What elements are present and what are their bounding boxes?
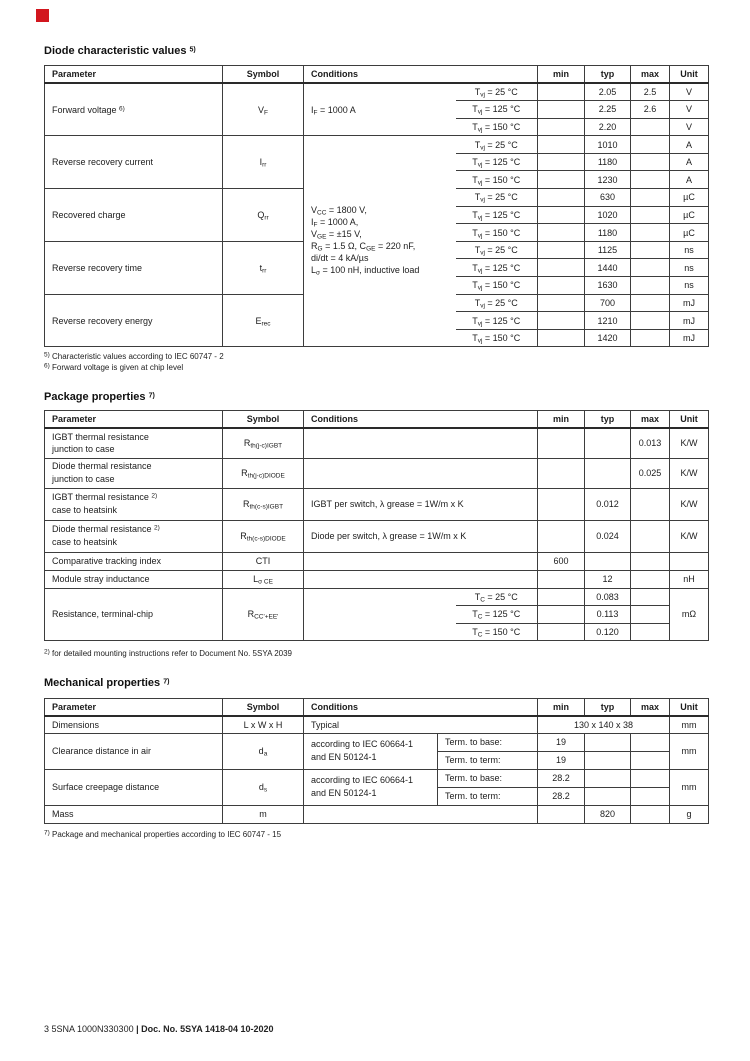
table-row	[45, 552, 709, 570]
table-header-row	[45, 66, 709, 84]
temp-cell: $T_{vj} = 125$ °C	[456, 312, 538, 330]
min-cell	[538, 224, 585, 242]
max-cell	[631, 206, 670, 224]
typ-cell: 1125	[585, 241, 631, 259]
max-cell	[631, 733, 670, 751]
min-cell: 28.2	[538, 787, 585, 805]
param-cell: Reverse recovery energy	[45, 294, 223, 347]
symbol-cell: $Q_{rr}$	[223, 189, 304, 242]
typ-cell: 700	[585, 294, 631, 312]
unit-cell: ns	[670, 241, 709, 259]
conditions-cell	[304, 805, 538, 823]
sub-condition-cell: Term. to term:	[438, 787, 538, 805]
min-cell	[538, 118, 585, 136]
min-cell	[538, 189, 585, 207]
temp-cell: $T_{vj} = 150$ °C	[456, 224, 538, 242]
min-cell	[538, 241, 585, 259]
unit-cell: ns	[670, 277, 709, 295]
col-typ: typ	[585, 411, 631, 429]
max-cell	[631, 606, 670, 624]
typ-cell: 2.20	[585, 118, 631, 136]
typ-cell: 12	[585, 570, 631, 588]
max-cell: 0.025	[631, 458, 670, 488]
unit-cell: A	[670, 171, 709, 189]
min-cell	[538, 259, 585, 277]
param-cell: Reverse recovery current	[45, 136, 223, 189]
footer-doc-number: | Doc. No. 5SYA 1418-04 10-2020	[136, 1024, 274, 1034]
conditions-cell	[304, 428, 538, 458]
col-parameter: Parameter	[45, 66, 223, 84]
unit-cell: µC	[670, 206, 709, 224]
typ-cell: 2.25	[585, 101, 631, 119]
sub-condition-cell: Term. to term:	[438, 751, 538, 769]
symbol-cell: $d_s$	[223, 769, 304, 805]
unit-cell: µC	[670, 189, 709, 207]
param-cell: Mass	[45, 805, 223, 823]
typ-cell: 0.024	[585, 520, 631, 552]
symbol-cell: $R_{th(j-c)IGBT}$	[223, 428, 304, 458]
min-cell	[538, 136, 585, 154]
symbol-cell: $I_{rr}$	[223, 136, 304, 189]
typ-cell	[585, 733, 631, 751]
conditions-cell	[304, 458, 538, 488]
min-cell	[538, 570, 585, 588]
unit-cell: K/W	[670, 428, 709, 458]
symbol-cell: $R_{CC'+EE'}$	[223, 588, 304, 641]
temp-cell: $T_{vj} = 25$ °C	[456, 136, 538, 154]
unit-cell: A	[670, 136, 709, 154]
max-cell	[631, 241, 670, 259]
param-cell: Resistance, terminal-chip	[45, 588, 223, 641]
sub-condition-cell: Term. to base:	[438, 769, 538, 787]
max-cell	[631, 171, 670, 189]
temp-cell: $T_{vj} = 25$ °C	[456, 241, 538, 259]
unit-cell: mΩ	[670, 588, 709, 641]
param-cell: Module stray inductance	[45, 570, 223, 588]
conditions-cell: Typical	[304, 716, 538, 733]
min-cell	[538, 171, 585, 189]
max-cell	[631, 312, 670, 330]
col-conditions: Conditions	[304, 66, 538, 84]
symbol-cell: $R_{th(c-s)IGBT}$	[223, 488, 304, 520]
typ-cell: 820	[585, 805, 631, 823]
mechanical-table-wrap	[44, 698, 708, 824]
max-cell: 0.013	[631, 428, 670, 458]
max-cell	[631, 520, 670, 552]
unit-cell	[670, 552, 709, 570]
temp-cell: $T_C = 150$ °C	[456, 623, 538, 641]
mechanical-footnote	[44, 829, 281, 840]
unit-cell: mJ	[670, 329, 709, 347]
min-cell	[538, 101, 585, 119]
symbol-cell: $E_{rec}$	[223, 294, 304, 347]
col-typ: typ	[585, 66, 631, 84]
temp-cell: $T_{vj} = 25$ °C	[456, 83, 538, 101]
param-cell: IGBT thermal resistance $^{2)}$ case to heatsink	[45, 488, 223, 520]
col-min: min	[538, 411, 585, 429]
table-row	[45, 488, 709, 520]
conditions-cell: $V_{CC} = 1800$ V, $I_F = 1000$ A, $V_{GE} = \pm 15$ V, $R_G = 1.5$ Ω, $C_{GE} = 220$ nF, di/dt = 4 kA/µs $L_\sigma = 100$ nH, inductive load	[304, 136, 456, 347]
param-cell: Dimensions	[45, 716, 223, 733]
package-section-title: Package properties $^{7)}$	[44, 391, 155, 403]
max-cell	[631, 588, 670, 606]
unit-cell: ns	[670, 259, 709, 277]
temp-cell: $T_{vj} = 125$ °C	[456, 101, 538, 119]
table-row	[45, 520, 709, 552]
col-unit: Unit	[670, 699, 709, 717]
unit-cell: A	[670, 153, 709, 171]
typ-cell	[585, 769, 631, 787]
unit-cell: µC	[670, 224, 709, 242]
table-row	[45, 136, 709, 154]
typ-cell: 2.05	[585, 83, 631, 101]
footer-page-product: 3 5SNA 1000N330300	[44, 1024, 137, 1034]
max-cell	[631, 805, 670, 823]
conditions-cell	[304, 552, 538, 570]
max-cell	[631, 153, 670, 171]
min-cell	[538, 520, 585, 552]
min-cell	[538, 312, 585, 330]
symbol-cell: $R_{th(c-s)DIODE}$	[223, 520, 304, 552]
typ-cell: 1420	[585, 329, 631, 347]
typ-cell	[585, 751, 631, 769]
unit-cell: V	[670, 83, 709, 101]
unit-cell: mm	[670, 716, 709, 733]
table-row	[45, 458, 709, 488]
unit-cell: V	[670, 118, 709, 136]
conditions-cell	[304, 570, 538, 588]
package-properties-table	[44, 410, 709, 641]
col-parameter: Parameter	[45, 699, 223, 717]
param-cell: IGBT thermal resistance junction to case	[45, 428, 223, 458]
footnote: $^{2)}$ for detailed mounting instructions refer to Document No. 5SYA 2039	[44, 648, 292, 658]
table-row	[45, 716, 709, 733]
typ-cell: 0.083	[585, 588, 631, 606]
max-cell	[631, 570, 670, 588]
unit-cell: mm	[670, 769, 709, 805]
typ-cell	[585, 787, 631, 805]
conditions-cell: according to IEC 60664-1 and EN 50124-1	[304, 769, 438, 805]
temp-cell: $T_C = 25$ °C	[456, 588, 538, 606]
temp-cell: $T_{vj} = 25$ °C	[456, 189, 538, 207]
param-cell: Forward voltage $^{6)}$	[45, 83, 223, 136]
package-footnote	[44, 648, 292, 659]
page-footer	[44, 1024, 274, 1034]
min-cell	[538, 588, 585, 606]
symbol-cell: CTI	[223, 552, 304, 570]
param-cell: Clearance distance in air	[45, 733, 223, 769]
col-symbol: Symbol	[223, 411, 304, 429]
col-max: max	[631, 66, 670, 84]
unit-cell: nH	[670, 570, 709, 588]
unit-cell: mm	[670, 733, 709, 769]
max-cell	[631, 294, 670, 312]
temp-cell: $T_{vj} = 150$ °C	[456, 277, 538, 295]
col-conditions: Conditions	[304, 699, 538, 717]
typ-cell: 630	[585, 189, 631, 207]
min-cell	[538, 83, 585, 101]
max-cell	[631, 787, 670, 805]
col-min: min	[538, 66, 585, 84]
temp-cell: $T_{vj} = 25$ °C	[456, 294, 538, 312]
diode-section-title: Diode characteristic values $^{5)}$	[44, 45, 196, 57]
table-row	[45, 805, 709, 823]
symbol-cell: $R_{th(j-c)DIODE}$	[223, 458, 304, 488]
conditions-cell: Diode per switch, λ grease = 1W/m x K	[304, 520, 538, 552]
typ-cell	[585, 428, 631, 458]
conditions-cell: IGBT per switch, λ grease = 1W/m x K	[304, 488, 538, 520]
col-max: max	[631, 699, 670, 717]
min-cell	[538, 277, 585, 295]
sub-condition-cell: Term. to base:	[438, 733, 538, 751]
temp-cell: $T_{vj} = 150$ °C	[456, 171, 538, 189]
col-symbol: Symbol	[223, 66, 304, 84]
conditions-cell	[304, 588, 456, 641]
col-max: max	[631, 411, 670, 429]
typ-cell: 1180	[585, 153, 631, 171]
typ-cell: 1630	[585, 277, 631, 295]
symbol-cell: $L_{\sigma CE}$	[223, 570, 304, 588]
table-row	[45, 733, 709, 751]
typ-cell: 1010	[585, 136, 631, 154]
max-cell	[631, 277, 670, 295]
table-header-row	[45, 699, 709, 717]
footnote: $^{5)}$ Characteristic values according to IEC 60747 - 2	[44, 351, 224, 361]
min-cell: 19	[538, 733, 585, 751]
conditions-cell: according to IEC 60664-1 and EN 50124-1	[304, 733, 438, 769]
unit-cell: K/W	[670, 458, 709, 488]
diode-characteristics-table	[44, 65, 709, 347]
typ-cell: 0.120	[585, 623, 631, 641]
typ-cell: 1180	[585, 224, 631, 242]
max-cell: 2.5	[631, 83, 670, 101]
typ-cell: 0.012	[585, 488, 631, 520]
table-header-row	[45, 411, 709, 429]
temp-cell: $T_{vj} = 150$ °C	[456, 329, 538, 347]
page-corner-marker	[36, 9, 49, 22]
param-cell: Reverse recovery time	[45, 241, 223, 294]
typ-cell: 1440	[585, 259, 631, 277]
min-cell	[538, 805, 585, 823]
footnote: $^{7)}$ Package and mechanical properties according to IEC 60747 - 15	[44, 829, 282, 839]
value-cell: 130 x 140 x 38	[538, 716, 670, 733]
max-cell	[631, 259, 670, 277]
typ-cell	[585, 458, 631, 488]
table-row	[45, 428, 709, 458]
max-cell	[631, 118, 670, 136]
symbol-cell: $d_a$	[223, 733, 304, 769]
max-cell: 2.6	[631, 101, 670, 119]
max-cell	[631, 623, 670, 641]
temp-cell: $T_C = 125$ °C	[456, 606, 538, 624]
min-cell	[538, 206, 585, 224]
mechanical-properties-table	[44, 698, 709, 824]
min-cell	[538, 329, 585, 347]
min-cell	[538, 428, 585, 458]
min-cell: 28.2	[538, 769, 585, 787]
max-cell	[631, 769, 670, 787]
param-cell: Recovered charge	[45, 189, 223, 242]
col-unit: Unit	[670, 411, 709, 429]
diode-table-wrap	[44, 65, 708, 347]
typ-cell: 1020	[585, 206, 631, 224]
col-typ: typ	[585, 699, 631, 717]
param-cell: Surface creepage distance	[45, 769, 223, 805]
max-cell	[631, 751, 670, 769]
table-row	[45, 83, 709, 101]
temp-cell: $T_{vj} = 125$ °C	[456, 259, 538, 277]
max-cell	[631, 488, 670, 520]
unit-cell: mJ	[670, 294, 709, 312]
temp-cell: $T_{vj} = 125$ °C	[456, 206, 538, 224]
param-cell: Comparative tracking index	[45, 552, 223, 570]
footnote: $^{6)}$ Forward voltage is given at chip level	[44, 362, 184, 373]
max-cell	[631, 224, 670, 242]
table-row	[45, 570, 709, 588]
col-conditions: Conditions	[304, 411, 538, 429]
symbol-cell: L x W x H	[223, 716, 304, 733]
typ-cell	[585, 552, 631, 570]
unit-cell: K/W	[670, 520, 709, 552]
temp-cell: $T_{vj} = 125$ °C	[456, 153, 538, 171]
temp-cell: $T_{vj} = 150$ °C	[456, 118, 538, 136]
col-symbol: Symbol	[223, 699, 304, 717]
min-cell	[538, 294, 585, 312]
symbol-cell: $V_F$	[223, 83, 304, 136]
conditions-cell: $I_F = 1000$ A	[304, 83, 456, 136]
unit-cell: K/W	[670, 488, 709, 520]
typ-cell: 0.113	[585, 606, 631, 624]
min-cell	[538, 458, 585, 488]
table-row	[45, 588, 709, 606]
package-table-wrap	[44, 410, 708, 641]
max-cell	[631, 552, 670, 570]
param-cell: Diode thermal resistance junction to case	[45, 458, 223, 488]
min-cell	[538, 606, 585, 624]
table-row	[45, 769, 709, 787]
max-cell	[631, 329, 670, 347]
typ-cell: 1210	[585, 312, 631, 330]
mechanical-section-title: Mechanical properties $^{7)}$	[44, 677, 170, 689]
typ-cell: 1230	[585, 171, 631, 189]
min-cell: 600	[538, 552, 585, 570]
param-cell: Diode thermal resistance $^{2)}$ case to heatsink	[45, 520, 223, 552]
min-cell	[538, 488, 585, 520]
min-cell: 19	[538, 751, 585, 769]
symbol-cell: m	[223, 805, 304, 823]
diode-footnotes	[44, 351, 224, 373]
unit-cell: V	[670, 101, 709, 119]
unit-cell: g	[670, 805, 709, 823]
min-cell	[538, 623, 585, 641]
max-cell	[631, 136, 670, 154]
max-cell	[631, 189, 670, 207]
col-min: min	[538, 699, 585, 717]
col-unit: Unit	[670, 66, 709, 84]
col-parameter: Parameter	[45, 411, 223, 429]
symbol-cell: $t_{rr}$	[223, 241, 304, 294]
min-cell	[538, 153, 585, 171]
unit-cell: mJ	[670, 312, 709, 330]
